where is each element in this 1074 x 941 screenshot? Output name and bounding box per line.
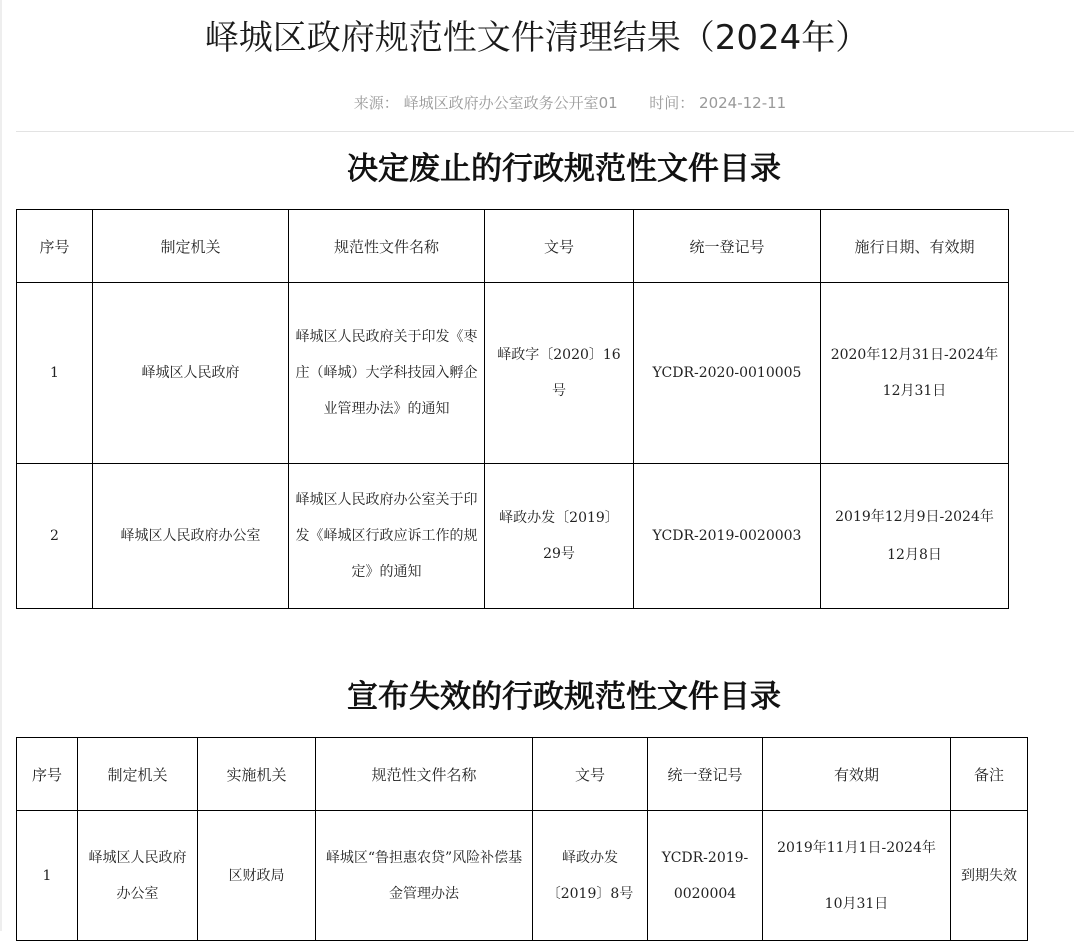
cell-registration-number: YCDR-2019-0020004 [648, 811, 763, 941]
cell-agency: 峄城区人民政府 [93, 283, 289, 464]
cell-no: 1 [17, 283, 93, 464]
cell-doc-number: 峄政办发〔2019〕29号 [485, 464, 634, 609]
header-cell: 备注 [951, 738, 1028, 811]
cell-registration-number: YCDR-2019-0020003 [634, 464, 821, 609]
cell-agency: 峄城区人民政府办公室 [78, 811, 198, 941]
cell-registration-number: YCDR-2020-0010005 [634, 283, 821, 464]
time-value: 2024-12-11 [699, 94, 787, 112]
header-cell: 文号 [485, 210, 634, 283]
header-divider [16, 131, 1074, 132]
cell-document-name: 峄城区人民政府关于印发《枣庄（峄城）大学科技园入孵企业管理办法》的通知 [289, 283, 485, 464]
cell-doc-number: 峄政字〔2020〕16号 [485, 283, 634, 464]
header-cell: 规范性文件名称 [316, 738, 533, 811]
article-meta [0, 92, 1074, 114]
cell-document-name: 峄城区“鲁担惠农贷”风险补偿基金管理办法 [316, 811, 533, 941]
table-row [17, 811, 1028, 941]
table-row [17, 464, 1009, 609]
invalidated-documents-table [16, 737, 1028, 941]
cell-dates: 2019年12月9日-2024年12月8日 [821, 464, 1009, 609]
header-cell: 序号 [17, 210, 93, 283]
header-cell: 实施机关 [198, 738, 316, 811]
time-label: 时间： [649, 94, 695, 112]
repealed-documents-table [16, 209, 1009, 609]
header-cell: 文号 [533, 738, 648, 811]
section-heading-invalidated: 宣布失效的行政规范性文件目录 [347, 679, 781, 715]
header-cell: 统一登记号 [648, 738, 763, 811]
source-value: 峄城区政府办公室政务公开室01 [403, 94, 618, 112]
cell-agency: 峄城区人民政府办公室 [93, 464, 289, 609]
cell-dates: 2020年12月31日-2024年12月31日 [821, 283, 1009, 464]
header-cell: 规范性文件名称 [289, 210, 485, 283]
source-label: 来源： [353, 94, 399, 112]
header-cell: 制定机关 [93, 210, 289, 283]
header-cell: 施行日期、有效期 [821, 210, 1009, 283]
cell-implementer: 区财政局 [198, 811, 316, 941]
section-heading-repealed: 决定废止的行政规范性文件目录 [347, 151, 781, 187]
cell-document-name: 峄城区人民政府办公室关于印发《峄城区行政应诉工作的规定》的通知 [289, 464, 485, 609]
table-row [17, 283, 1009, 464]
cell-validity: 2019年11月1日-2024年10月31日 [763, 811, 951, 941]
table-header-row [17, 738, 1028, 811]
cell-remark: 到期失效 [951, 811, 1028, 941]
header-cell: 序号 [17, 738, 78, 811]
header-cell: 制定机关 [78, 738, 198, 811]
header-cell: 有效期 [763, 738, 951, 811]
cell-no: 1 [17, 811, 78, 941]
table-header-row [17, 210, 1009, 283]
page-left-border [0, 0, 2, 931]
header-cell: 统一登记号 [634, 210, 821, 283]
cell-no: 2 [17, 464, 93, 609]
page-title: 峄城区政府规范性文件清理结果（2024年） [204, 18, 870, 58]
cell-doc-number: 峄政办发〔2019〕8号 [533, 811, 648, 941]
